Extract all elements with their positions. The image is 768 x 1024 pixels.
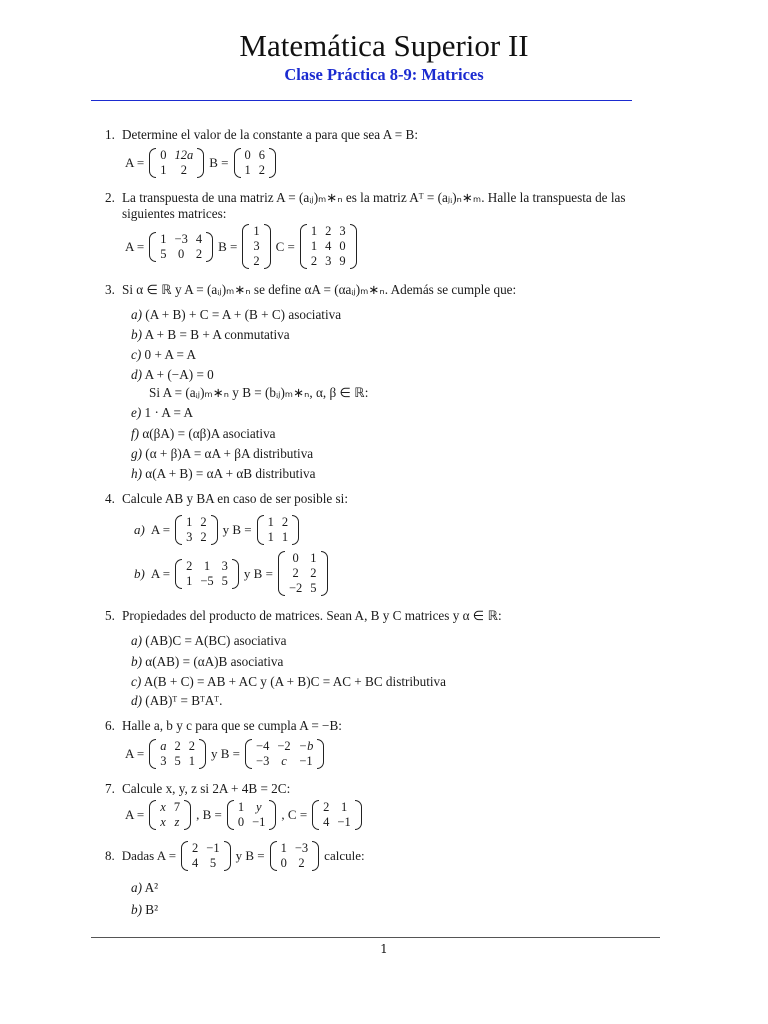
matrix-cell: x — [160, 815, 166, 829]
matrix-row — [156, 739, 199, 754]
matrix-cell: −2 — [288, 581, 303, 595]
matrix-cell: 3 — [325, 254, 332, 268]
matrix-cell: −3 — [294, 841, 309, 855]
matrix-row — [264, 530, 293, 545]
left-paren — [245, 739, 252, 769]
matrix-entries — [188, 841, 224, 871]
matrix-cell: 1 — [280, 841, 287, 855]
matrix-cell: −1 — [337, 815, 351, 829]
matrix-row — [307, 239, 350, 254]
matrix-cell: 3 — [186, 530, 193, 544]
matrix-cell: 4 — [192, 856, 199, 870]
item-label: g) — [131, 446, 142, 461]
item-text: B² — [145, 902, 159, 917]
problem-5-item — [131, 654, 283, 670]
matrix-cell: 0 — [178, 246, 185, 261]
matrix-cell: −2 — [277, 739, 291, 753]
matrix-cell: 2 — [174, 739, 181, 753]
matrix-cell: 2 — [186, 558, 193, 573]
left-paren — [149, 739, 156, 769]
left-paren — [300, 224, 307, 269]
matrix-entries — [319, 800, 355, 830]
matrix-row — [182, 530, 211, 545]
matrix-entries — [182, 559, 232, 589]
problem-8-equation — [105, 841, 368, 871]
matrix-row — [252, 739, 317, 754]
right-paren — [292, 515, 299, 545]
matrix-cell: 7 — [173, 800, 181, 814]
problem-6-number: 6. — [105, 718, 115, 733]
matrix-entries — [264, 515, 293, 545]
item-text: A + B = B + A conmutativa — [144, 327, 290, 342]
matrix-cell: 9 — [339, 254, 346, 268]
left-paren — [149, 232, 156, 262]
matrix-cell: a — [160, 739, 167, 753]
matrix-cell: 2 — [195, 246, 203, 261]
label-yb-eq: y B = — [243, 565, 273, 581]
matrix-row — [156, 148, 197, 163]
item-label: h) — [131, 466, 142, 481]
item-label: c) — [131, 674, 142, 689]
problem-1-number: 1. — [105, 127, 115, 142]
matrix-row — [156, 815, 184, 830]
right-paren — [321, 551, 328, 596]
matrix-cell: 4 — [323, 815, 330, 829]
matrix-row — [277, 841, 313, 856]
matrix-cell: 4 — [325, 239, 332, 253]
problem-3-item — [131, 367, 214, 383]
matrix-cell: 0 — [339, 239, 346, 253]
left-paren — [242, 224, 249, 269]
matrix-cell: −1 — [206, 841, 220, 855]
left-paren — [227, 800, 234, 830]
right-paren — [264, 224, 271, 269]
matrix — [300, 224, 357, 269]
right-paren — [269, 148, 276, 178]
item-text: A² — [144, 880, 159, 895]
right-paren — [355, 800, 362, 830]
matrix-cell: 1 — [237, 800, 245, 814]
item-label: d) — [131, 367, 142, 382]
problem-3-item — [131, 307, 341, 323]
matrix-cell: 3 — [339, 224, 346, 238]
item-label: b) — [131, 654, 142, 669]
right-paren — [312, 841, 319, 871]
problem-4a-equation — [131, 515, 301, 545]
matrix-cell: 2 — [281, 515, 289, 529]
matrix-entries — [156, 800, 184, 830]
matrix-row — [249, 239, 263, 254]
item-label: b) — [134, 565, 145, 581]
matrix-row — [182, 515, 211, 530]
matrix-row — [182, 574, 232, 589]
matrix-cell: −3 — [256, 754, 270, 768]
problem-3-text: Si α ∈ ℝ y A = (aᵢⱼ)ₘ∗ₙ se define αA = (αaᵢⱼ)ₘ∗ₙ. Además se cumple que: — [122, 282, 517, 297]
problem-3-item — [131, 405, 193, 421]
matrix-cell: 3 — [253, 239, 260, 253]
problem-5-item — [131, 693, 222, 709]
label-a-eq: A = — [150, 522, 171, 537]
matrix-row — [156, 163, 197, 178]
matrix-cell: 2 — [325, 224, 332, 238]
matrix-cell: 3 — [221, 558, 228, 573]
matrix-cell: 1 — [267, 515, 274, 529]
left-paren — [312, 800, 319, 830]
matrix-cell: 1 — [340, 800, 348, 814]
matrix-row — [249, 224, 263, 239]
matrix-cell: −4 — [256, 739, 270, 753]
item-text: A(B + C) = AB + AC y (A + B)C = AC + BC distributiva — [143, 674, 447, 689]
item-label: c) — [131, 347, 142, 362]
item-text: α(AB) = (αA)B asociativa — [145, 654, 284, 669]
matrix — [245, 739, 324, 769]
problem-8-text-prefix: Dadas A = — [121, 848, 177, 863]
right-paren — [232, 559, 239, 589]
matrix-cell: 2 — [292, 566, 299, 580]
matrix-row — [182, 559, 232, 574]
label-c-eq: C = — [275, 238, 295, 254]
matrix-cell: 5 — [174, 754, 181, 768]
problem-4-text: Calcule AB y BA en caso de ser posible si: — [122, 491, 348, 506]
label-a-eq: A = — [150, 565, 171, 581]
matrix-row — [156, 247, 206, 262]
label-yb-eq: y B = — [211, 746, 241, 761]
matrix — [278, 551, 328, 596]
matrix-cell: 1 — [253, 224, 260, 238]
label-a-eq: A = — [125, 746, 145, 761]
page-number: 1 — [380, 942, 388, 956]
problem-8-text-mid: y B = — [235, 848, 265, 863]
item-text: 1 · A = A — [144, 405, 194, 420]
matrix-cell: 1 — [244, 163, 251, 177]
left-paren — [175, 559, 182, 589]
matrix-cell: 2 — [200, 515, 207, 529]
item-label: d) — [131, 693, 142, 708]
matrix — [149, 148, 204, 178]
matrix-cell: 2 — [310, 254, 318, 268]
item-text: (AB)ᵀ = BᵀAᵀ. — [145, 693, 223, 708]
matrix-cell: 2 — [258, 163, 266, 177]
matrix — [181, 841, 231, 871]
problem-3-item — [131, 426, 276, 442]
matrix-cell: y — [255, 800, 262, 814]
left-paren — [234, 148, 241, 178]
matrix-entries — [241, 148, 270, 178]
matrix-row — [234, 815, 270, 830]
matrix-cell: 2 — [200, 530, 207, 544]
matrix-row — [285, 566, 321, 581]
matrix-row — [252, 754, 317, 769]
matrix-cell: 1 — [267, 530, 274, 544]
matrix-entries — [234, 800, 270, 830]
matrix-cell: 2 — [298, 856, 305, 870]
label-c-eq: , C = — [281, 807, 308, 822]
problem-3-number: 3. — [105, 282, 115, 297]
matrix — [270, 841, 320, 871]
problem-5-item — [131, 633, 286, 649]
matrix-cell: 1 — [160, 231, 167, 246]
matrix-cell: z — [174, 815, 180, 829]
right-paren — [199, 739, 206, 769]
left-paren — [149, 800, 156, 830]
matrix-cell: 2 — [310, 566, 317, 580]
matrix-row — [307, 254, 350, 269]
matrix-cell: 1 — [310, 224, 318, 238]
item-text: A + (−A) = 0 — [144, 367, 214, 382]
matrix-row — [277, 856, 313, 871]
label-a-eq: A = — [125, 807, 145, 822]
problem-2-equation — [122, 224, 359, 269]
left-paren — [270, 841, 277, 871]
matrix-cell: 0 — [292, 551, 299, 565]
matrix-row — [234, 800, 270, 815]
problem-2-number: 2. — [105, 190, 115, 205]
matrix-row — [285, 551, 321, 566]
item-label: a) — [131, 307, 142, 322]
item-label: a) — [134, 522, 145, 537]
matrix-cell: −1 — [252, 815, 266, 829]
matrix-row — [188, 856, 224, 871]
matrix — [234, 148, 277, 178]
item-text: (A + B) + C = A + (B + C) asociativa — [145, 307, 342, 322]
matrix-cell: 1 — [281, 530, 289, 544]
page-subtitle: Clase Práctica 8-9: Matrices — [284, 65, 484, 84]
matrix-cell: c — [281, 754, 287, 768]
label-b-eq: B = — [218, 238, 238, 254]
label-a-eq: A = — [125, 155, 145, 170]
matrix-cell: 0 — [160, 148, 167, 162]
header-rule — [91, 100, 632, 101]
matrix-cell: 2 — [323, 800, 330, 814]
problem-8-number: 8. — [105, 848, 115, 863]
right-paren — [317, 739, 324, 769]
matrix-entries — [182, 515, 211, 545]
matrix-cell: 3 — [160, 754, 167, 768]
matrix-row — [307, 224, 350, 239]
matrix-row — [241, 148, 270, 163]
left-paren — [175, 515, 182, 545]
item-text: α(βA) = (αβ)A asociativa — [142, 426, 276, 441]
matrix-entries — [285, 551, 321, 596]
problem-6-equation — [122, 739, 326, 769]
matrix — [227, 800, 277, 830]
page-title: Matemática Superior II — [239, 28, 529, 63]
matrix-row — [264, 515, 293, 530]
matrix — [257, 515, 300, 545]
matrix — [175, 515, 218, 545]
problem-4b-equation — [131, 551, 330, 596]
label-yb-eq: y B = — [222, 522, 252, 537]
item-label: a) — [131, 633, 142, 648]
matrix — [149, 739, 206, 769]
matrix — [149, 800, 191, 830]
matrix-cell: 1 — [186, 573, 193, 588]
matrix-cell: −5 — [200, 573, 214, 588]
problem-8-item — [131, 902, 158, 918]
label-a-eq: A = — [125, 238, 145, 254]
matrix-entries — [156, 148, 197, 178]
matrix-cell: 5 — [209, 856, 217, 870]
problem-2-text-line1: La transpuesta de una matriz A = (aᵢⱼ)ₘ∗ₙ es la matriz Aᵀ = (aⱼᵢ)ₙ∗ₘ. Halle la transpuesta de las — [122, 190, 626, 205]
problem-1-text: Determine el valor de la constante a para que sea A = B: — [122, 127, 418, 142]
footer-rule — [91, 937, 660, 938]
matrix-cell: 1 — [186, 515, 193, 529]
problem-3-item — [131, 446, 313, 462]
matrix-cell: 0 — [237, 815, 245, 829]
item-label: b) — [131, 902, 142, 917]
matrix-cell: 12a — [174, 148, 194, 162]
problem-3-item — [131, 327, 290, 343]
item-text: 0 + A = A — [144, 347, 197, 362]
matrix-entries — [277, 841, 313, 871]
left-paren — [149, 148, 156, 178]
problem-8-text-suffix: calcule: — [324, 848, 365, 863]
matrix — [175, 559, 239, 589]
item-text: (α + β)A = αA + βA distributiva — [145, 446, 314, 461]
matrix-cell: 1 — [160, 163, 167, 177]
matrix-entries — [307, 224, 350, 269]
problem-7-number: 7. — [105, 781, 115, 796]
problem-3-item — [131, 347, 196, 363]
matrix-cell: 4 — [195, 231, 203, 246]
matrix-row — [156, 800, 184, 815]
matrix — [149, 232, 213, 262]
item-label: f) — [131, 426, 140, 441]
matrix-row — [285, 581, 321, 596]
matrix-cell: −b — [298, 739, 314, 753]
matrix-cell: x — [160, 800, 166, 814]
matrix-row — [241, 163, 270, 178]
matrix-cell: −1 — [299, 754, 313, 768]
right-paren — [211, 515, 218, 545]
matrix-cell: 2 — [180, 163, 188, 177]
right-paren — [350, 224, 357, 269]
item-label: a) — [131, 880, 142, 895]
matrix-row — [319, 800, 355, 815]
matrix-entries — [252, 739, 317, 769]
matrix-cell: 5 — [160, 246, 167, 261]
matrix-row — [188, 841, 224, 856]
matrix-cell: 0 — [244, 148, 251, 162]
left-paren — [278, 551, 285, 596]
left-paren — [257, 515, 264, 545]
label-b-eq: , B = — [196, 807, 222, 822]
problem-3-note: Si A = (aᵢⱼ)ₘ∗ₙ y B = (bᵢⱼ)ₘ∗ₙ, α, β ∈ ℝ: — [149, 385, 369, 400]
problem-1-equation — [122, 148, 278, 178]
matrix-cell: 6 — [258, 148, 266, 162]
matrix — [242, 224, 270, 269]
matrix-cell: 2 — [188, 739, 196, 753]
matrix-row — [156, 754, 199, 769]
right-paren — [224, 841, 231, 871]
matrix-row — [249, 254, 263, 269]
matrix-cell: 1 — [310, 551, 317, 565]
matrix-cell: 5 — [310, 581, 317, 595]
matrix-cell: 2 — [253, 254, 260, 268]
right-paren — [197, 148, 204, 178]
matrix-cell: 1 — [188, 754, 196, 768]
problem-4-number: 4. — [105, 491, 115, 506]
item-label: e) — [131, 405, 142, 420]
matrix-row — [319, 815, 355, 830]
matrix — [312, 800, 362, 830]
problem-7-text: Calcule x, y, z si 2A + 4B = 2C: — [122, 781, 291, 796]
matrix-cell: 1 — [310, 239, 318, 253]
matrix-cell: 5 — [221, 573, 228, 588]
matrix-cell: 2 — [192, 841, 199, 855]
item-text: (AB)C = A(BC) asociativa — [145, 633, 287, 648]
matrix-entries — [156, 739, 199, 769]
problem-5-item — [131, 674, 446, 690]
problem-5-number: 5. — [105, 608, 115, 623]
left-paren — [181, 841, 188, 871]
problem-8-item — [131, 880, 158, 896]
problem-5-text: Propiedades del producto de matrices. Sean A, B y C matrices y α ∈ ℝ: — [122, 608, 502, 623]
matrix-cell: −3 — [174, 231, 188, 246]
matrix-row — [156, 232, 206, 247]
right-paren — [269, 800, 276, 830]
matrix-cell: 1 — [203, 558, 211, 573]
item-text: α(A + B) = αA + αB distributiva — [145, 466, 316, 481]
problem-3-item — [131, 466, 315, 482]
matrix-entries — [156, 232, 206, 262]
label-b-eq: B = — [209, 155, 229, 170]
problem-7-equation — [122, 800, 364, 830]
problem-2-text-line2: siguientes matrices: — [122, 206, 227, 221]
right-paren — [206, 232, 213, 262]
right-paren — [184, 800, 191, 830]
problem-6-text: Halle a, b y c para que se cumpla A = −B: — [122, 718, 342, 733]
item-label: b) — [131, 327, 142, 342]
matrix-cell: 0 — [280, 856, 287, 870]
matrix-entries — [249, 224, 263, 269]
